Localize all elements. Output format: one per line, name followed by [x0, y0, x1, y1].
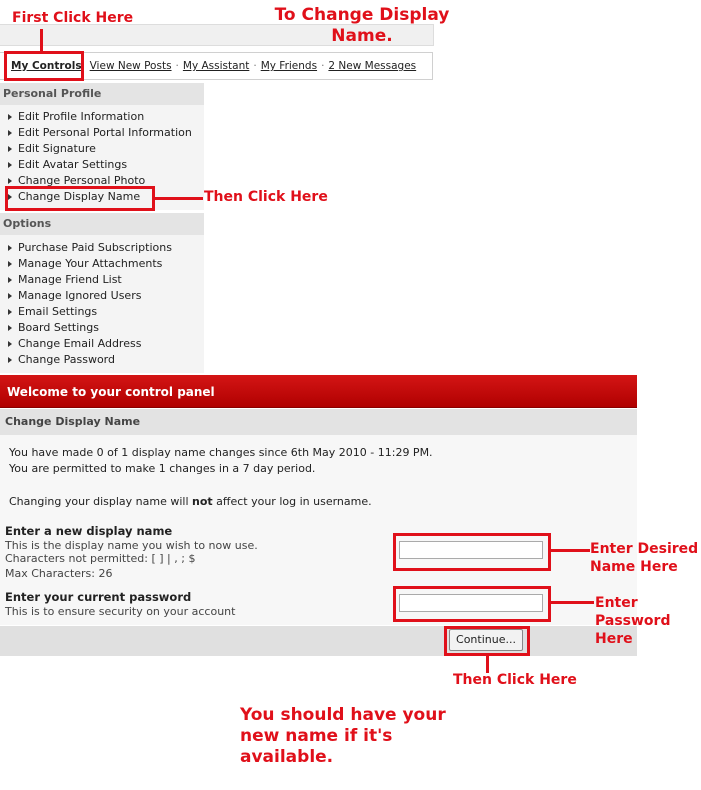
annotation-to-change: To Change Display Name. — [274, 5, 450, 46]
options-menu — [0, 213, 204, 373]
menu-item-paid-subscriptions[interactable]: Purchase Paid Subscriptions — [0, 240, 204, 256]
nav-my-controls[interactable]: My Controls — [11, 60, 82, 72]
annotation-box-change-display-name — [5, 186, 155, 211]
menu-item-edit-portal[interactable]: Edit Personal Portal Information — [0, 125, 204, 141]
annotation-connector — [40, 29, 43, 52]
annotation-then-click-menu: Then Click Here — [204, 189, 328, 205]
new-name-description: This is the display name you wish to now use. — [5, 539, 258, 552]
menu-item-edit-profile[interactable]: Edit Profile Information — [0, 109, 204, 125]
nav-my-friends[interactable]: My Friends — [260, 60, 318, 72]
nav-separator: · — [175, 60, 179, 72]
arrow-icon — [8, 261, 12, 267]
arrow-icon — [8, 277, 12, 283]
menu-item-edit-signature[interactable]: Edit Signature — [0, 141, 204, 157]
name-change-count-text: You have made 0 of 1 display name changes since 6th May 2010 - 11:29 PM. — [9, 446, 433, 459]
name-change-limit-text: You are permitted to make 1 changes in a 7 day period. — [9, 462, 316, 475]
annotation-connector — [551, 549, 590, 552]
menu-item-change-photo[interactable]: Change Personal Photo — [0, 173, 204, 189]
nav-new-messages[interactable]: 2 New Messages — [328, 60, 417, 72]
menu-item-board-settings[interactable]: Board Settings — [0, 320, 204, 336]
menu-header-personal-profile: Personal Profile — [0, 83, 204, 105]
new-name-label: Enter a new display name — [5, 524, 173, 538]
continue-button[interactable]: Continue... — [449, 629, 523, 651]
arrow-icon — [8, 114, 12, 120]
arrow-icon — [8, 357, 12, 363]
password-description: This is to ensure security on your account — [5, 605, 236, 618]
annotation-connector — [486, 656, 489, 673]
menu-item-email-settings[interactable]: Email Settings — [0, 304, 204, 320]
menu-item-attachments[interactable]: Manage Your Attachments — [0, 256, 204, 272]
annotation-box-password — [393, 586, 551, 622]
arrow-icon — [8, 146, 12, 152]
annotation-box-continue — [444, 626, 530, 656]
annotation-then-click-continue: Then Click Here — [453, 672, 577, 688]
section-title: Change Display Name — [0, 409, 637, 435]
new-name-max-chars: Max Characters: 26 — [5, 567, 113, 580]
arrow-icon — [8, 130, 12, 136]
menu-item-change-display-name[interactable]: Change Display Name — [0, 189, 204, 205]
annotation-box-my-controls — [4, 51, 84, 81]
annotation-result-note: You should have your new name if it's available. — [240, 705, 446, 767]
arrow-icon — [8, 293, 12, 299]
control-panel-title: Welcome to your control panel — [0, 375, 637, 408]
arrow-icon — [8, 325, 12, 331]
arrow-icon — [8, 341, 12, 347]
menu-item-ignored-users[interactable]: Manage Ignored Users — [0, 288, 204, 304]
login-unaffected-text: Changing your display name will not affect your log in username. — [9, 495, 372, 508]
annotation-enter-password: Enter Password Here — [595, 595, 671, 647]
arrow-icon — [8, 162, 12, 168]
menu-item-friend-list[interactable]: Manage Friend List — [0, 272, 204, 288]
nav-separator: · — [253, 60, 257, 72]
new-name-restrictions: Characters not permitted: [ ] | , ; $ — [5, 552, 196, 565]
annotation-enter-desired: Enter Desired Name Here — [590, 541, 699, 575]
arrow-icon — [8, 245, 12, 251]
menu-header-options: Options — [0, 213, 204, 235]
arrow-icon — [8, 309, 12, 315]
annotation-connector — [551, 601, 594, 604]
annotation-box-new-name — [393, 533, 551, 571]
menu-item-edit-avatar[interactable]: Edit Avatar Settings — [0, 157, 204, 173]
annotation-connector — [155, 197, 203, 200]
nav-my-assistant[interactable]: My Assistant — [182, 60, 250, 72]
nav-view-new-posts[interactable]: View New Posts — [89, 60, 172, 72]
form-footer — [0, 626, 637, 656]
nav-separator: · — [321, 60, 325, 72]
password-label: Enter your current password — [5, 590, 192, 604]
annotation-first-click: First Click Here — [12, 10, 134, 26]
menu-item-change-email[interactable]: Change Email Address — [0, 336, 204, 352]
arrow-icon — [8, 178, 12, 184]
menu-item-change-password[interactable]: Change Password — [0, 352, 204, 368]
